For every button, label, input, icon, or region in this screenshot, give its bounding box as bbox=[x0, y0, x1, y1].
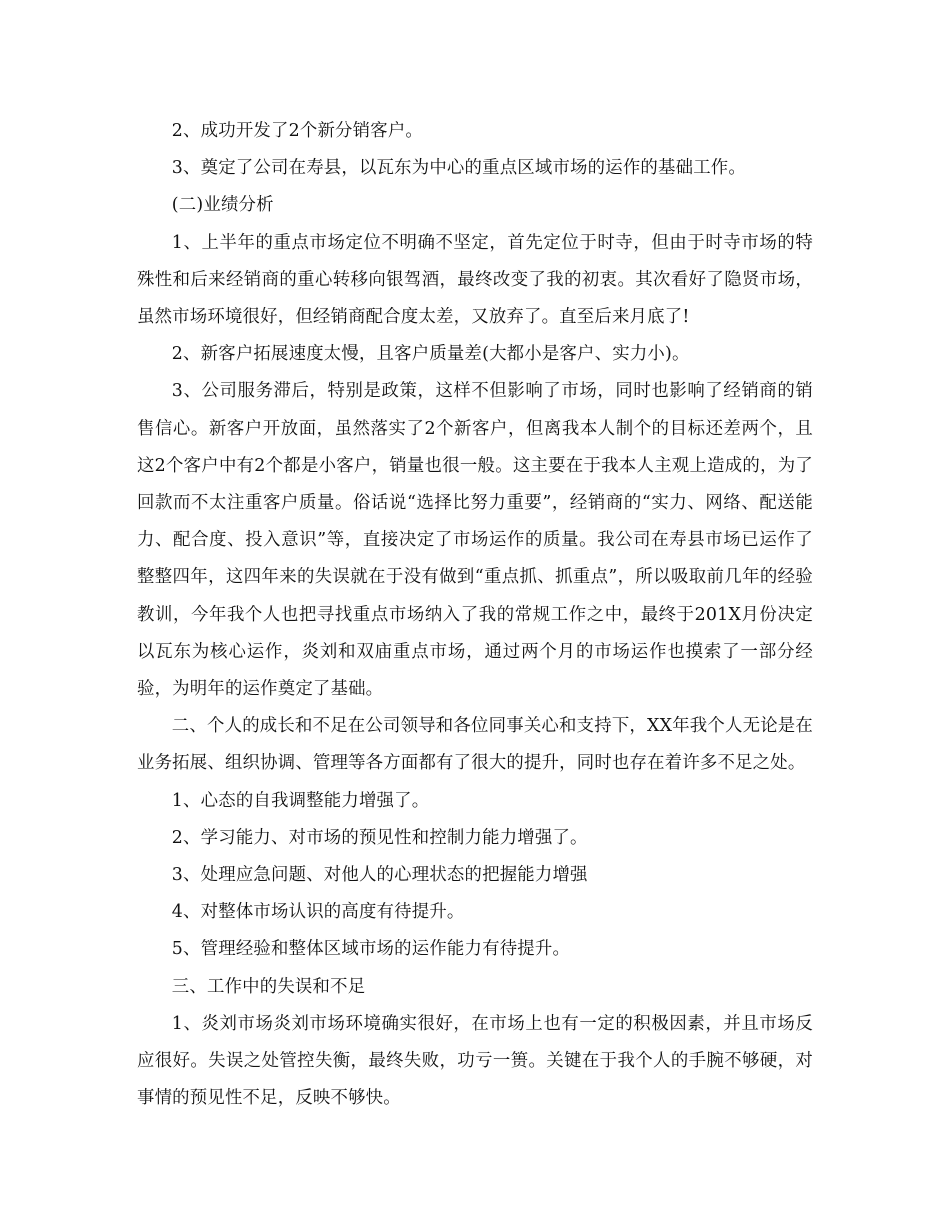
heading-personal-growth: 二、个人的成长和不足在公司领导和各位同事关心和支持下，XX年我个人无论是在业务拓展、组织协调、管理等各方面都有了很大的提升，同时也存在着许多不足之处。 bbox=[137, 716, 813, 774]
heading-mistakes: 三、工作中的失误和不足 bbox=[171, 976, 366, 997]
list-item-emergency-handling: 3、处理应急问题、对他人的心理状态的把握能力增强 bbox=[171, 865, 588, 886]
paragraph-customer-expansion: 2、新客户拓展速度太慢，且客户质量差(大都小是客户、实力小)。 bbox=[171, 344, 690, 365]
list-item-management-experience: 5、管理经验和整体区域市场的运作能力有待提升。 bbox=[171, 939, 571, 960]
document-body bbox=[137, 113, 813, 1117]
paragraph-market-positioning: 1、上半年的重点市场定位不明确不坚定，首先定位于时寺，但由于时寺市场的特殊性和后来经销商的重心转移向银驾酒，最终改变了我的初衷。其次看好了隐贤市场，虽然市场环境很好，但经销商配合度太差，又放弃了。直至后来月底了! bbox=[137, 232, 813, 328]
list-item-learning: 2、学习能力、对市场的预见性和控制力能力增强了。 bbox=[171, 827, 588, 848]
paragraph-company-service: 3、公司服务滞后，特别是政策，这样不但影响了市场，同时也影响了经销商的销售信心。新客户开放面，虽然落实了2个新客户，但离我本人制个的目标还差两个，且这2个客户中有2个都是小客户，销量也很一般。这主要在于我本人主观上造成的，为了回款而不太注重客户质量。俗话说“选择比努力重要”，经销商的“实力、网络、配送能力、配合度、投入意识”等，直接决定了市场运作的质量。我公司在寿县市场已运作了整整四年，这四年来的失误就在于没有做到“重点抓、抓重点”，所以吸取前几年的经验教训，今年我个人也把寻找重点市场纳入了我的常规工作之中，最终于201X月份决定以瓦东为核心运作，炎刘和双庙重点市场，通过两个月的市场运作也摸索了一部分经验，为明年的运作奠定了基础。 bbox=[137, 381, 813, 700]
paragraph-new-distributors: 2、成功开发了2个新分销客户。 bbox=[171, 121, 424, 141]
heading-performance-analysis: (二)业绩分析 bbox=[171, 195, 274, 216]
paragraph-regional-foundation: 3、奠定了公司在寿县，以瓦东为中心的重点区域市场的运作的基础工作。 bbox=[171, 158, 746, 179]
list-item-market-awareness: 4、对整体市场认识的高度有待提升。 bbox=[171, 902, 465, 923]
list-item-mindset: 1、心态的自我调整能力增强了。 bbox=[171, 790, 430, 811]
paragraph-yanliu-market: 1、炎刘市场炎刘市场环境确实很好，在市场上也有一定的积极因素，并且市场反应很好。失误之处管控失衡，最终失败，功亏一篑。关键在于我个人的手腕不够硬，对事情的预见性不足，反映不够快。 bbox=[137, 1013, 813, 1109]
